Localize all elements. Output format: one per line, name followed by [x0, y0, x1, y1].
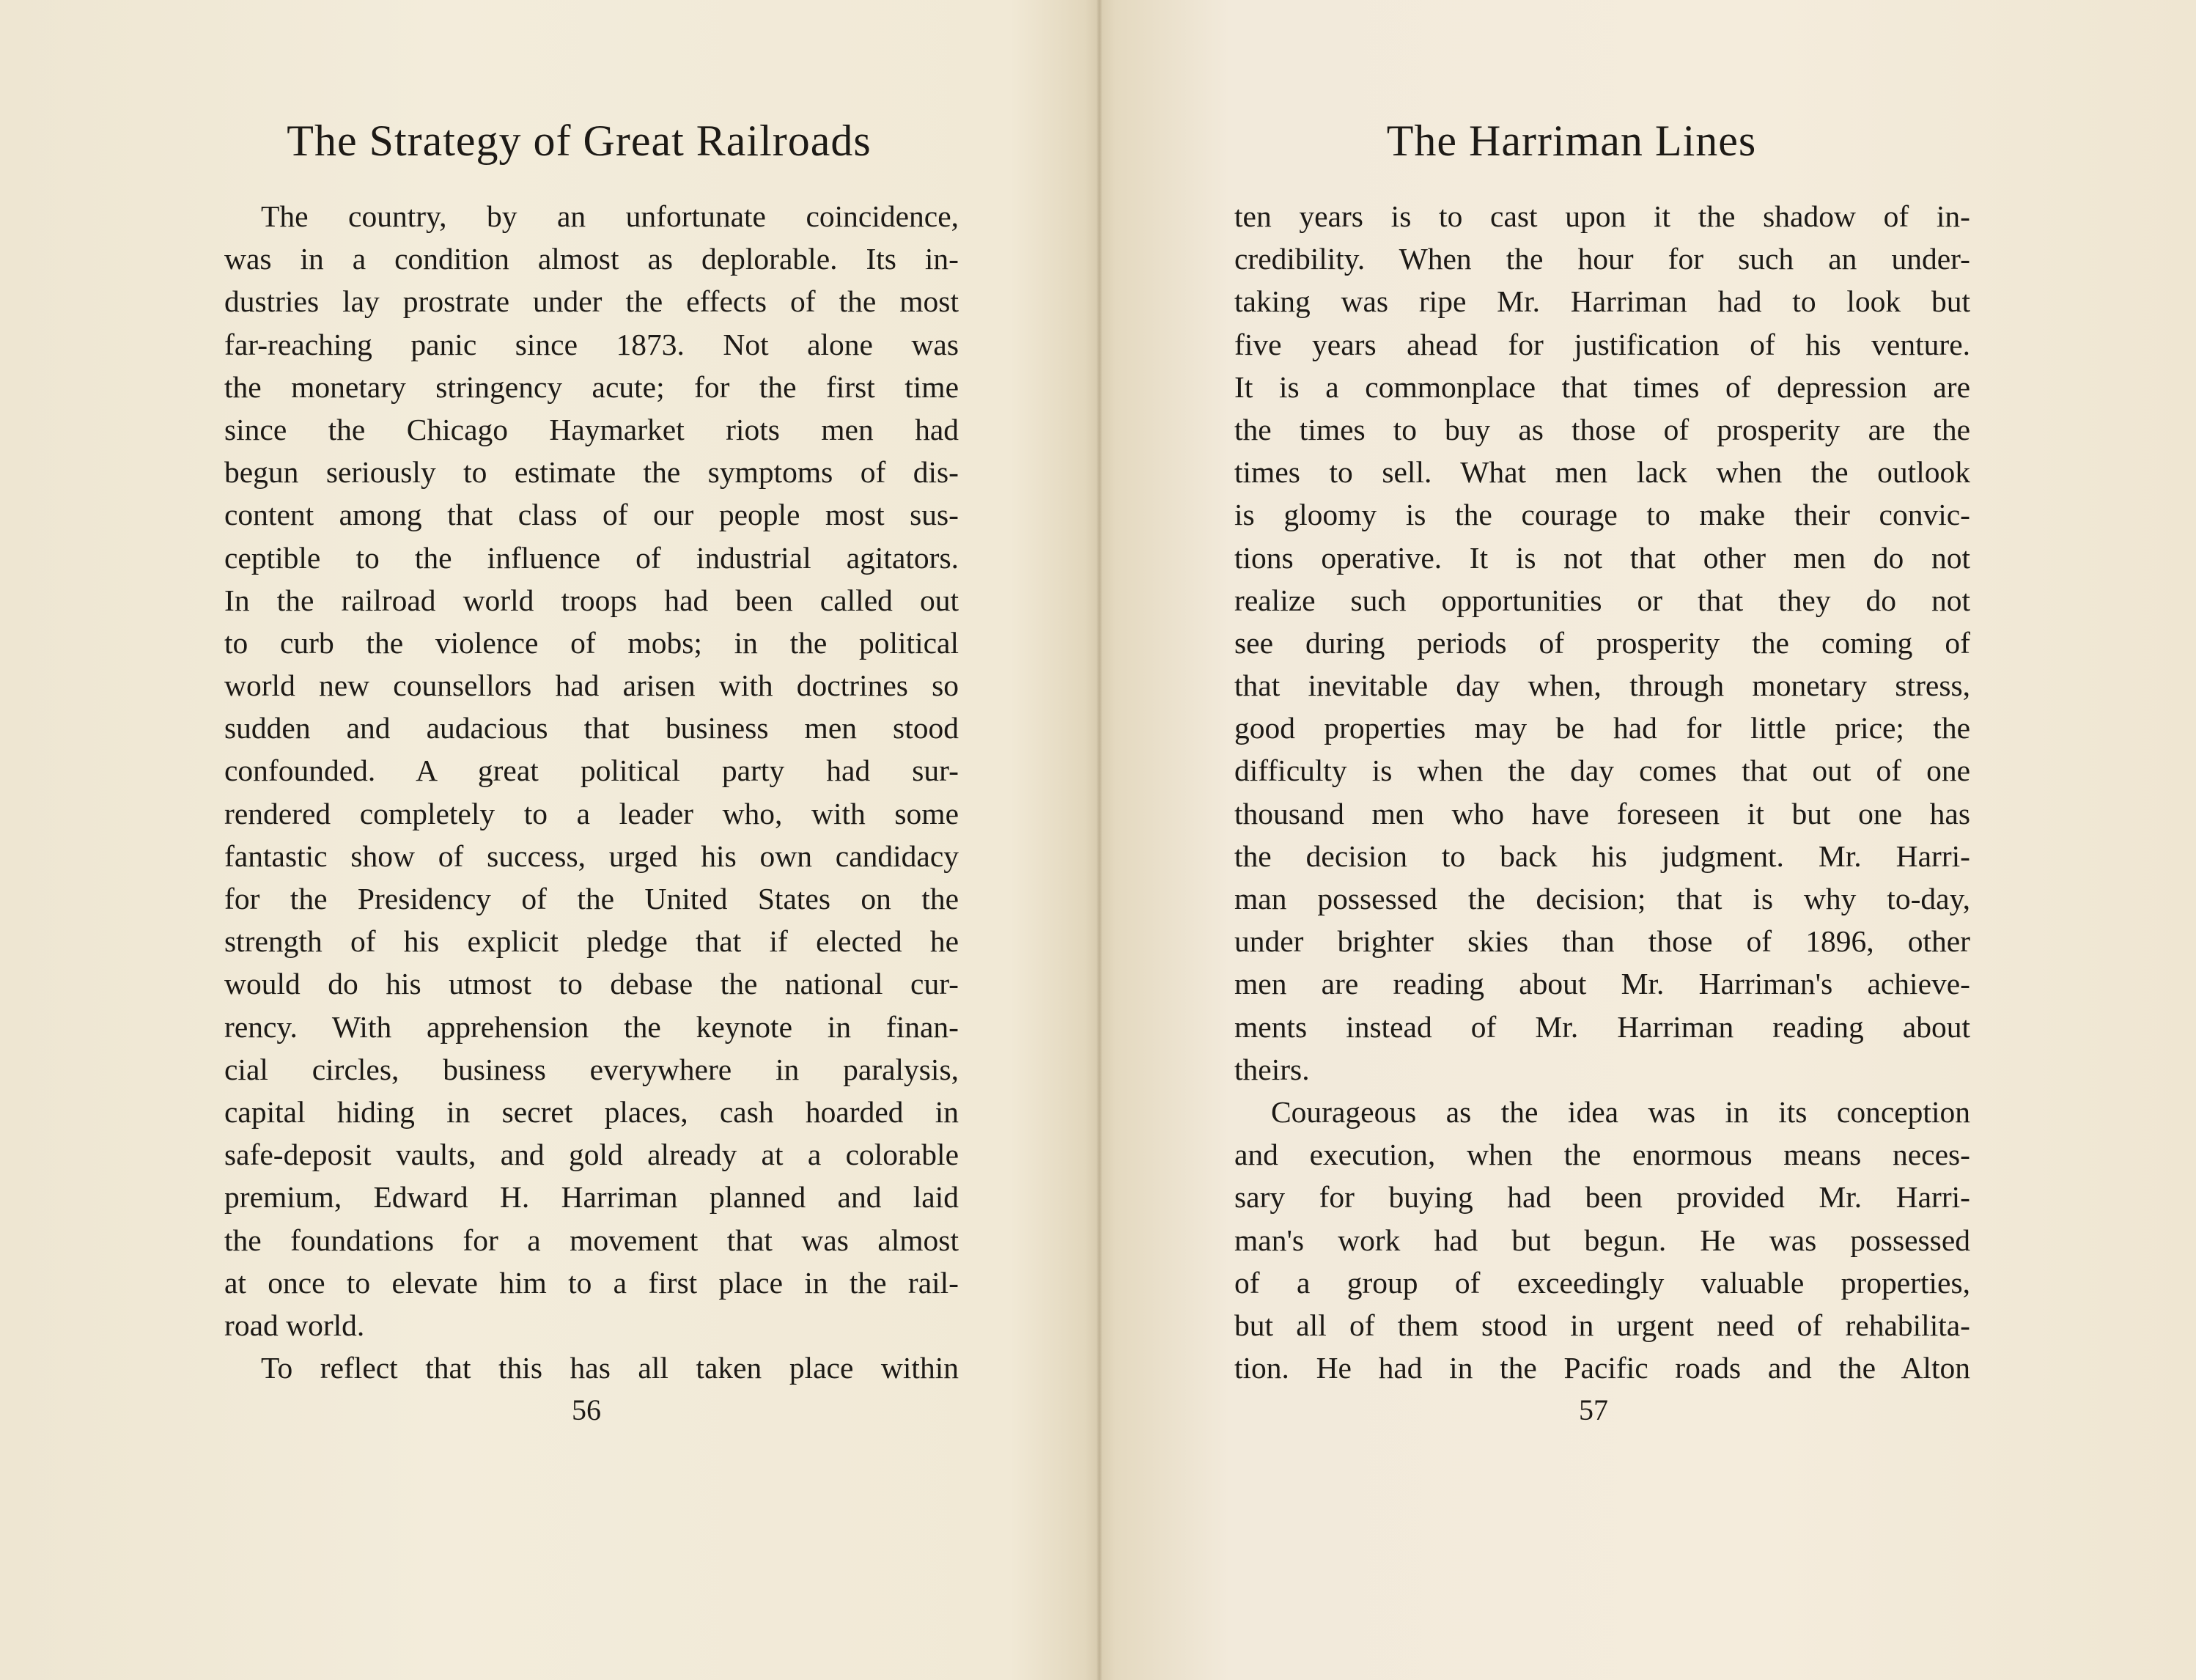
text-line: for the Presidency of the United States on the — [224, 882, 959, 915]
text-line: ceptible to the influence of industrial agitators. — [224, 540, 959, 575]
left-page — [0, 0, 1097, 1680]
text-line: begun seriously to estimate the symptoms of dis- — [224, 455, 959, 490]
text-line: theirs. — [1234, 1052, 1310, 1086]
text-line: the times to buy as those of prosperity are the — [1234, 412, 1970, 446]
text-line: rency. With apprehension the keynote in finan- — [224, 1009, 959, 1044]
text-line: road world. — [224, 1308, 365, 1342]
text-line: man's work had but begun. He was possessed — [1234, 1223, 1970, 1257]
text-line: To reflect that this has all taken place within — [261, 1351, 959, 1385]
text-line: safe-deposit vaults, and gold already at a colorable — [224, 1138, 959, 1172]
text-line: to curb the violence of mobs; in the political — [224, 625, 959, 660]
text-line: would do his utmost to debase the national cur- — [224, 967, 959, 1001]
text-line: realize such opportunities or that they do not — [1234, 583, 1970, 617]
text-line: taking was ripe Mr. Harriman had to look but — [1234, 284, 1970, 319]
text-line: at once to elevate him to a first place in the rail- — [224, 1265, 959, 1300]
right-page — [1102, 0, 2196, 1680]
text-line: fantastic show of success, urged his own candidacy — [224, 839, 959, 873]
text-line: world new counsellors had arisen with doctrines so — [224, 668, 959, 703]
text-line: In the railroad world troops had been called out — [224, 583, 959, 617]
text-line: men are reading about Mr. Harriman's achieve- — [1234, 967, 1970, 1001]
text-line: tions operative. It is not that other men do not — [1234, 540, 1970, 575]
text-line: of a group of exceedingly valuable properties, — [1234, 1265, 1970, 1300]
text-line: since the Chicago Haymarket riots men had — [224, 412, 959, 446]
text-line: strength of his explicit pledge that if elected he — [224, 924, 959, 959]
text-line: was in a condition almost as deplorable. Its in- — [224, 242, 959, 276]
text-line: the decision to back his judgment. Mr. Harri- — [1234, 839, 1970, 873]
left-body-text — [224, 195, 959, 1389]
left-running-head: The Strategy of Great Railroads — [287, 117, 872, 165]
text-line: credibility. When the hour for such an under- — [1234, 242, 1970, 276]
text-line: is gloomy is the courage to make their convic- — [1234, 498, 1970, 532]
text-line: sary for buying had been provided Mr. Harri- — [1234, 1180, 1970, 1215]
text-line: under brighter skies than those of 1896, other — [1234, 924, 1970, 959]
text-line: ments instead of Mr. Harriman reading about — [1234, 1009, 1970, 1044]
text-line: and execution, when the enormous means neces- — [1234, 1138, 1970, 1172]
text-line: thousand men who have foreseen it but one has — [1234, 796, 1970, 830]
text-line: capital hiding in secret places, cash hoarded in — [224, 1094, 959, 1129]
text-line: the monetary stringency acute; for the first time — [224, 369, 959, 404]
text-line: good properties may be had for little price; the — [1234, 711, 1970, 745]
text-line: the foundations for a movement that was almost — [224, 1223, 959, 1257]
book-gutter — [1097, 0, 1102, 1680]
text-line: content among that class of our people most sus- — [224, 498, 959, 532]
text-line: premium, Edward H. Harriman planned and laid — [224, 1180, 959, 1215]
text-line: cial circles, business everywhere in paralysis, — [224, 1052, 959, 1086]
text-line: sudden and audacious that business men stood — [224, 711, 959, 745]
text-line: It is a commonplace that times of depression are — [1234, 369, 1970, 404]
right-body-text — [1234, 195, 1970, 1389]
text-line: see during periods of prosperity the coming of — [1234, 625, 1970, 660]
text-line: dustries lay prostrate under the effects of the most — [224, 284, 959, 319]
text-line: confounded. A great political party had sur- — [224, 754, 959, 788]
left-page-number: 56 — [572, 1393, 601, 1426]
text-line: five years ahead for justification of his venture. — [1234, 327, 1970, 361]
text-line: ten years is to cast upon it the shadow of in- — [1234, 199, 1970, 233]
text-line: rendered completely to a leader who, with some — [224, 796, 959, 830]
right-page-number: 57 — [1579, 1393, 1608, 1426]
text-line: tion. He had in the Pacific roads and the Alton — [1234, 1351, 1970, 1385]
text-line: times to sell. What men lack when the outlook — [1234, 455, 1970, 490]
text-line: Courageous as the idea was in its conception — [1271, 1094, 1970, 1129]
text-line: far-reaching panic since 1873. Not alone was — [224, 327, 959, 361]
right-running-head: The Harriman Lines — [1386, 117, 1757, 165]
text-line: but all of them stood in urgent need of rehabilita- — [1234, 1308, 1970, 1342]
text-line: The country, by an unfortunate coincidence, — [261, 199, 959, 233]
text-line: difficulty is when the day comes that out of one — [1234, 754, 1970, 788]
text-line: man possessed the decision; that is why to-day, — [1234, 882, 1970, 915]
text-line: that inevitable day when, through monetary stress, — [1234, 668, 1970, 703]
